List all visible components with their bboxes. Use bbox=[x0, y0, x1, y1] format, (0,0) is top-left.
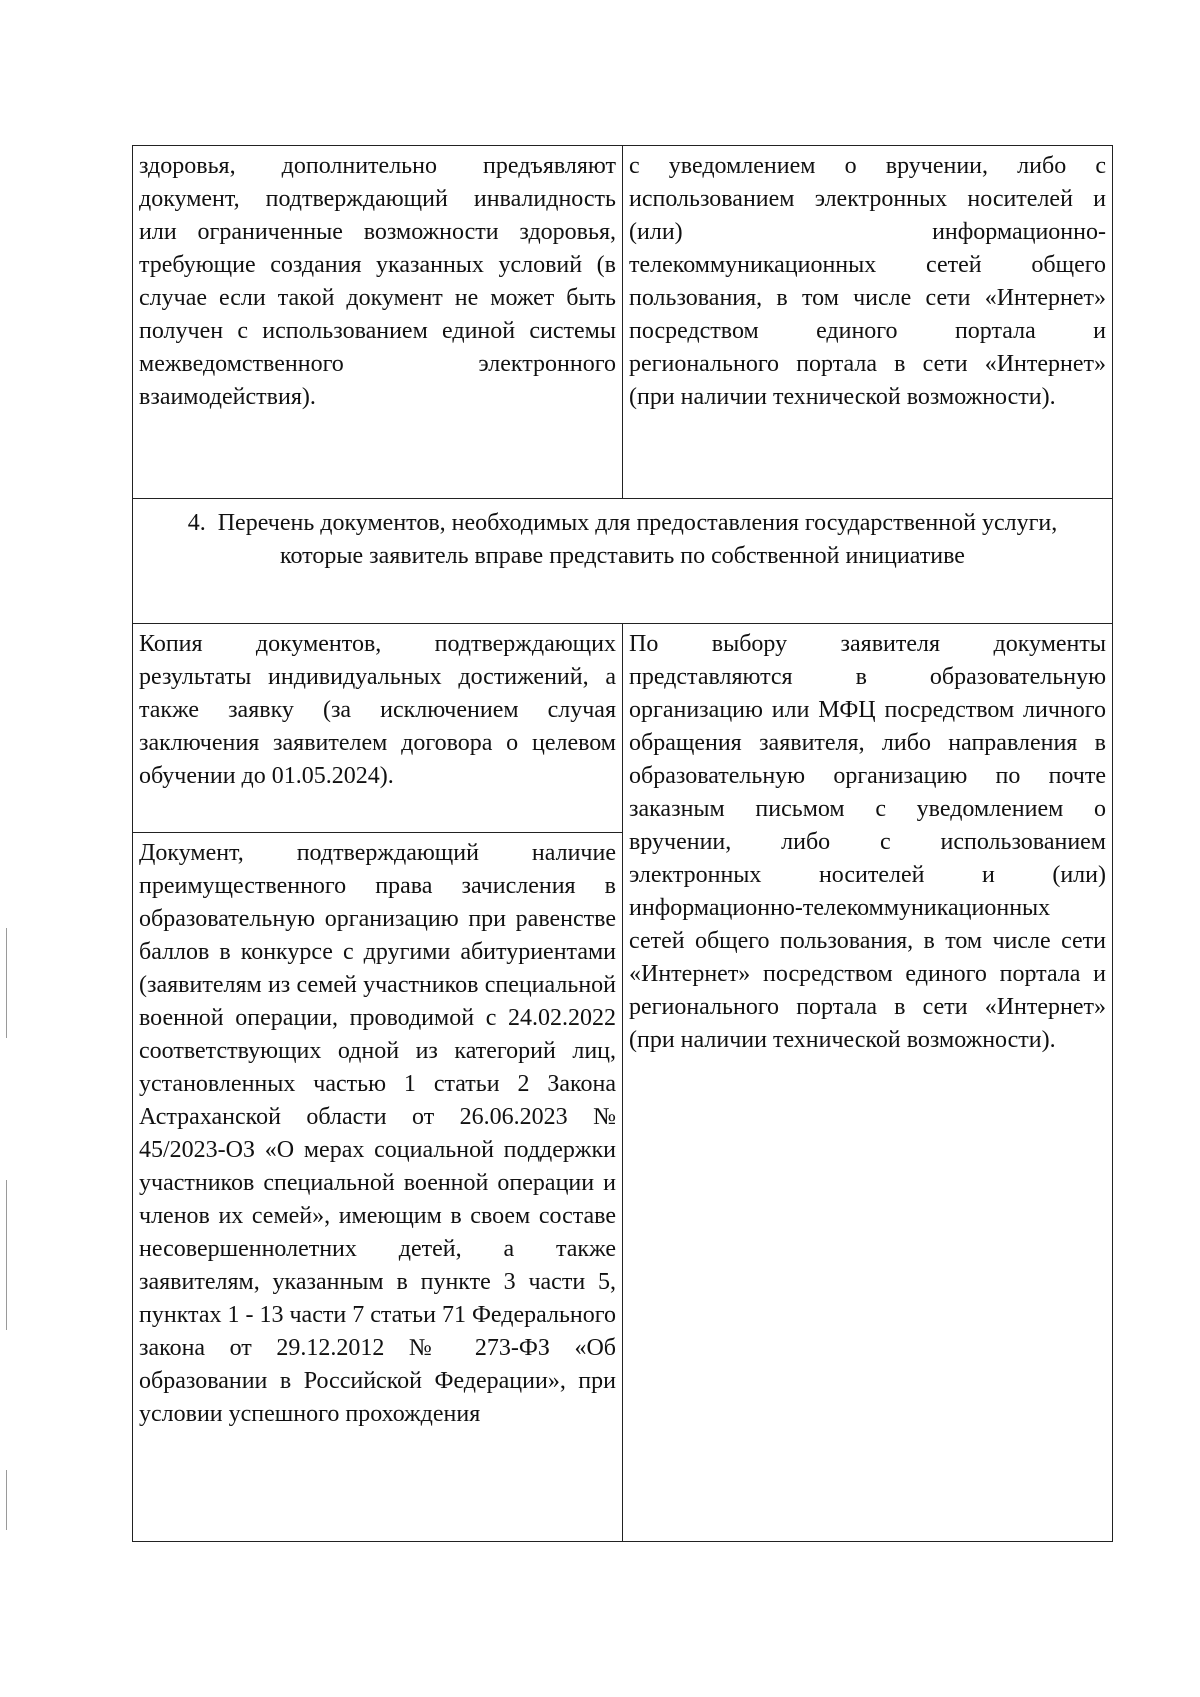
cell-text: Копия документов, подтверждающих результаты индивидуальных достижений, а также заявку (за исключением случая заключения заявителем договора о целевом обучении до 01.05.2024). bbox=[139, 631, 616, 789]
table-cell-preferential-right bbox=[133, 833, 623, 1542]
margin-scan-mark bbox=[6, 1470, 7, 1530]
margin-scan-mark bbox=[6, 928, 7, 1038]
table-row bbox=[133, 146, 1113, 499]
services-documents-table bbox=[132, 145, 1113, 1542]
cell-text: По выбору заявителя документы представляются в образовательную организацию или МФЦ посредством личного обращения заявителя, либо направления в образовательную организацию по почте заказным письмом с уведомлением о вручении, либо с использованием электронных носителей и (или) информационно-телекоммуникационных сетей общего пользования, в том числе сети «Интернет» посредством единого портала и регионального портала в сети «Интернет» (при наличии технической возможности). bbox=[629, 631, 1106, 1053]
section-heading bbox=[153, 507, 1092, 573]
table-cell-submission-method-continued bbox=[623, 146, 1113, 499]
cell-text: Документ, подтверждающий наличие преимущественного права зачисления в образовательную организацию при равенстве баллов в конкурсе с другими абитуриентами (заявителям из семей участников специальной военной операции, проводимой с 24.02.2022 соответствующих одной из категорий лиц, установленных частью 1 статьи 2 Закона Астраханской области от 26.06.2023 № 45/2023-ОЗ «О мерах социальной поддержки участников специальной военной операции и членов их семей», имеющим в своем составе несовершеннолетних детей, а также заявителям, указанным в пункте 3 части 5, пунктах 1 - 13 части 7 статьи 71 Федерального закона от 29.12.2012 № 273-ФЗ «Об образовании в Российской Федерации», при условии успешного прохождения bbox=[139, 840, 616, 1427]
cell-text: здоровья, дополнительно предъявляют документ, подтверждающий инвалидность или ограниченные возможности здоровья, требующие создания указанных условий (в случае если такой документ не может быть получен с использованием единой системы межведомственного электронного взаимодействия). bbox=[139, 153, 616, 410]
section-title: Перечень документов, необходимых для предоставления государственной услуги, которые заявитель вправе представить по собственной инициативе bbox=[217, 510, 1058, 569]
table-cell-submission-method bbox=[623, 624, 1113, 1542]
table-row bbox=[133, 499, 1113, 624]
table-row bbox=[133, 624, 1113, 833]
section-number: 4. bbox=[187, 510, 206, 536]
margin-scan-mark bbox=[6, 1180, 7, 1330]
cell-text: с уведомлением о вручении, либо с использованием электронных носителей и (или) информационно-телекоммуникационных сетей общего пользования, в том числе сети «Интернет» посредством единого портала и регионального портала в сети «Интернет» (при наличии технической возможности). bbox=[629, 153, 1106, 410]
table-cell-requirements-continued bbox=[133, 146, 623, 499]
section-heading-cell bbox=[133, 499, 1113, 624]
table-cell-individual-achievements bbox=[133, 624, 623, 833]
